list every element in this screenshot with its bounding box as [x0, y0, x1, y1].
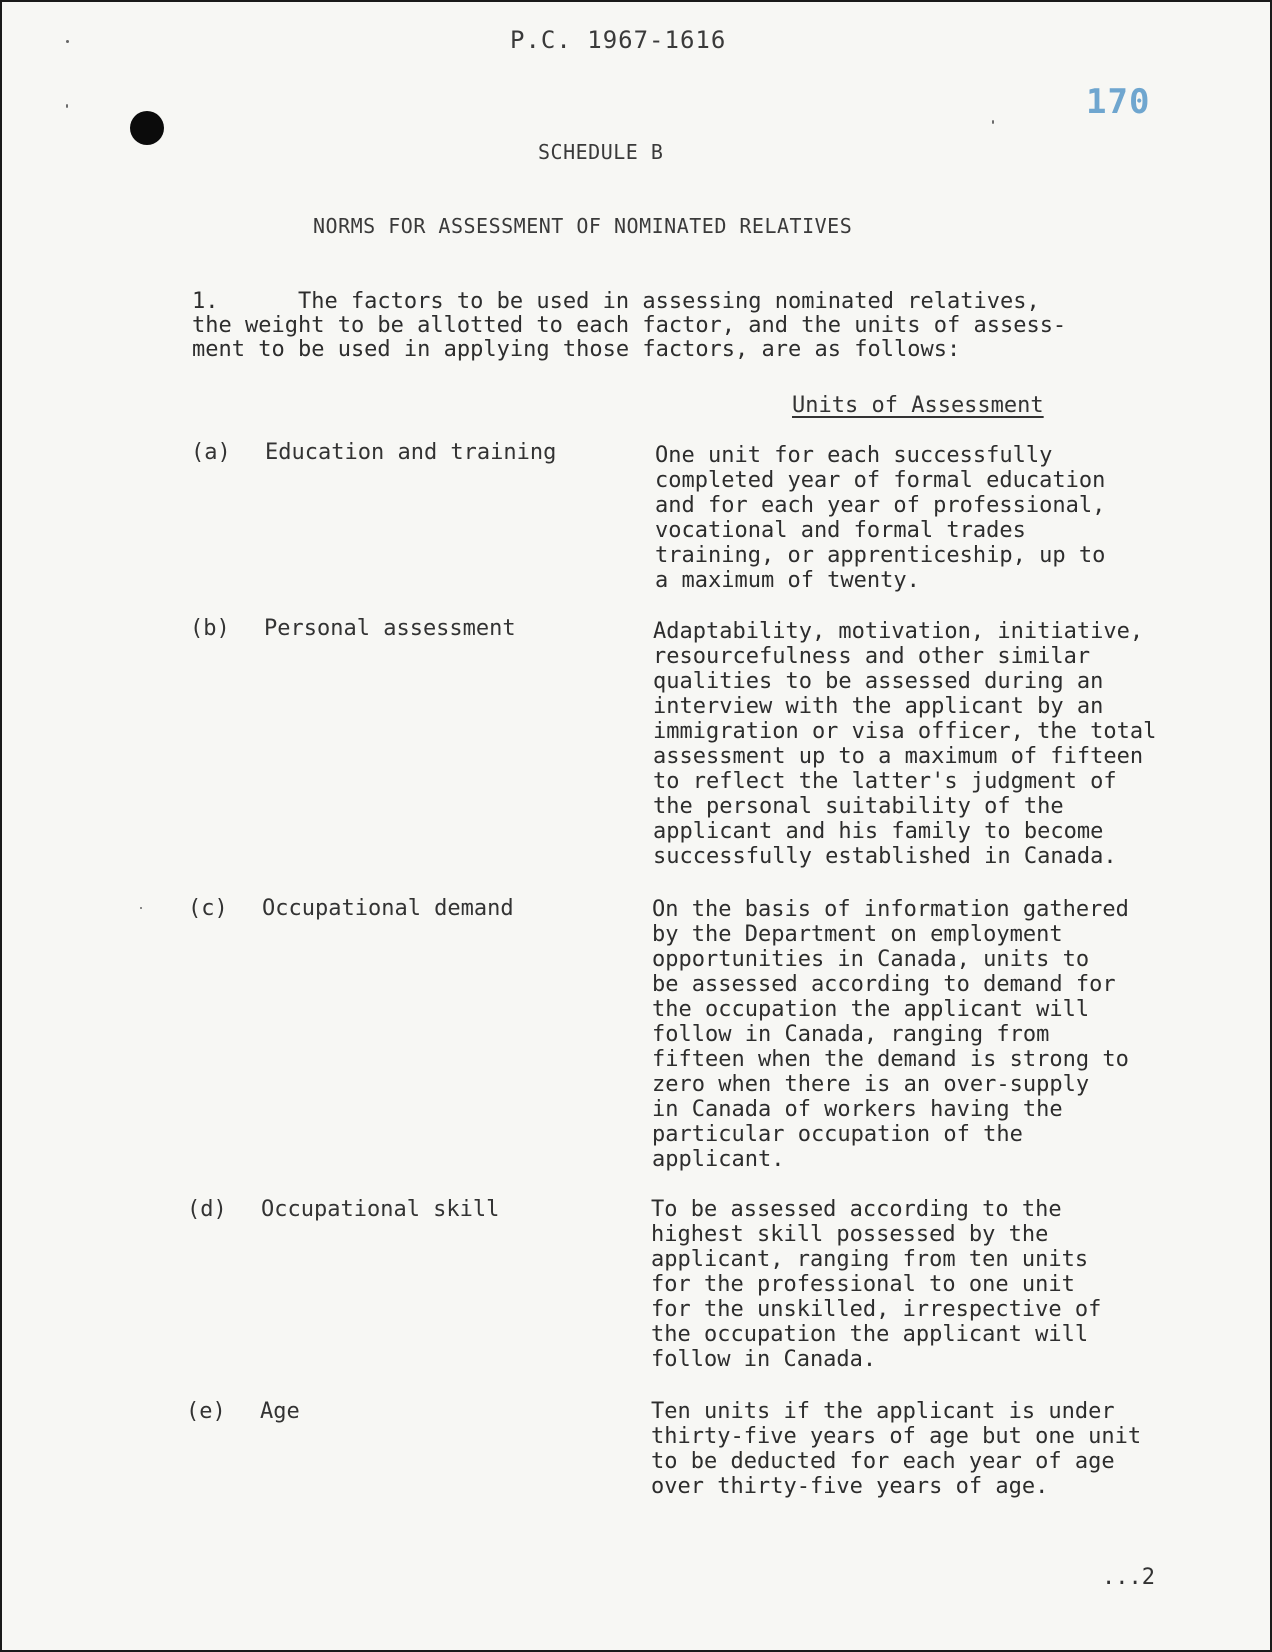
order-in-council-number: P.C. 1967-1616	[510, 26, 727, 54]
schedule-title: SCHEDULE B	[538, 140, 664, 164]
item-letter: (a)	[191, 440, 231, 465]
item-letter: (d)	[187, 1197, 227, 1222]
item-label: Education and training	[265, 440, 557, 465]
item-letter: (c)	[188, 896, 228, 921]
paper-speck	[66, 40, 69, 43]
document-title: NORMS FOR ASSESSMENT OF NOMINATED RELATIVES	[313, 214, 853, 238]
item-description: Ten units if the applicant is under thirty-five years of age but one unit to be deducted for each year of age over thirty-five years of age.	[651, 1399, 1142, 1499]
item-letter: (e)	[186, 1399, 226, 1424]
item-description: To be assessed according to the highest skill possessed by the applicant, ranging from ten units for the professional to one unit for the unskilled, irrespective of the occupation the applicant will follow in Canada.	[651, 1197, 1102, 1372]
paper-speck	[140, 907, 142, 909]
item-description: On the basis of information gathered by the Department on employment opportunities in Canada, units to be assessed according to demand for the occupation the applicant will follow in Canada, ranging from fifteen when the demand is strong to zero when there is an over-supply in Canada of workers having the particular occupation of the applicant.	[652, 897, 1129, 1172]
item-description: Adaptability, motivation, initiative, resourcefulness and other similar qualities to be assessed during an interview with the applicant by an immigration or visa officer, the total assessment up to a maximum of fifteen to reflect the latter's judgment of the personal suitability of the applicant and his family to become successfully established in Canada.	[653, 619, 1157, 869]
item-label: Personal assessment	[264, 616, 516, 641]
page-stamp-number: 170	[1086, 82, 1151, 122]
item-label: Occupational demand	[262, 896, 514, 921]
intro-paragraph: 1. The factors to be used in assessing nominated relatives, the weight to be allotted to each factor, and the units of assess- ment to be used in applying those factors, are as follows:	[192, 289, 1067, 362]
item-label: Occupational skill	[261, 1197, 500, 1222]
item-description: One unit for each successfully completed year of formal education and for each year of professional, vocational and formal trades training, or apprenticeship, up to a maximum of twenty.	[655, 443, 1106, 593]
punch-hole-mark	[130, 111, 164, 145]
item-label: Age	[260, 1399, 300, 1424]
item-letter: (b)	[190, 616, 230, 641]
paper-speck	[66, 104, 68, 108]
units-of-assessment-heading: Units of Assessment	[792, 393, 1044, 418]
page-continuation-marker: ...2	[1102, 1565, 1155, 1590]
paper-speck	[992, 120, 994, 124]
